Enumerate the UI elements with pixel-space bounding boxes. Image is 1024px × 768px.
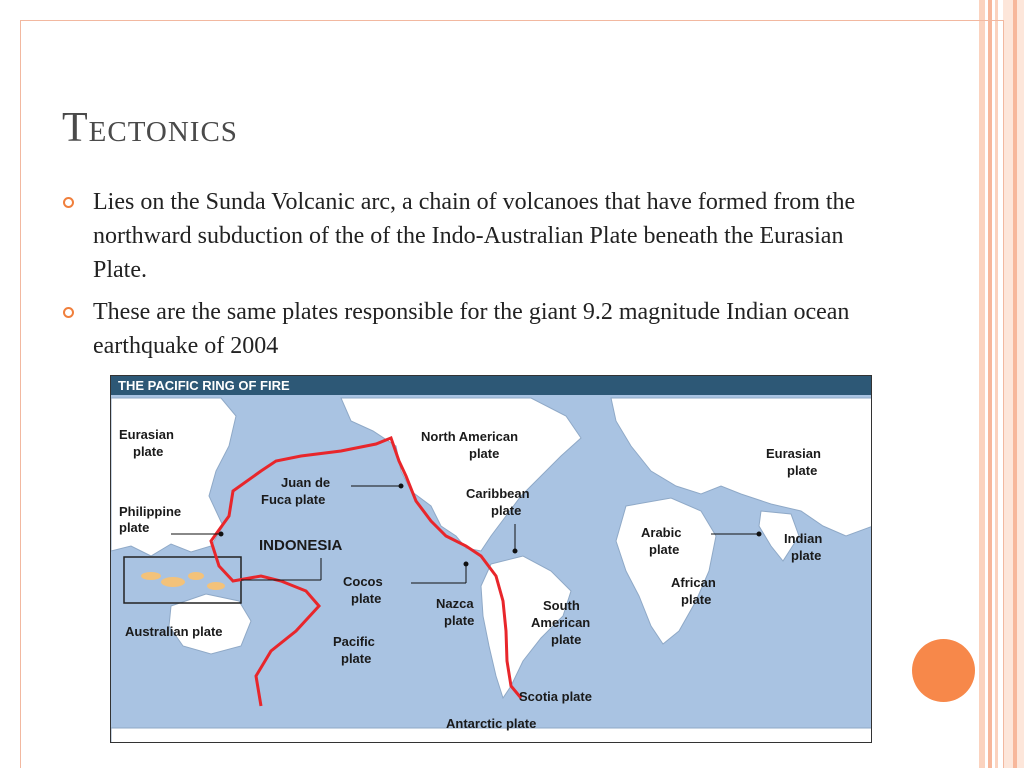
label-arabic: Arabic — [641, 525, 682, 540]
label-juan-de-fuca: Juan de — [281, 475, 331, 490]
label-indonesia: INDONESIA — [259, 537, 343, 554]
label-south-american: American — [531, 615, 591, 630]
label-south-american: South — [543, 598, 580, 613]
label-eurasian-right: Eurasian — [766, 446, 821, 461]
slide-title: Tectonics — [62, 105, 238, 151]
label-arabic: plate — [649, 542, 680, 557]
label-eurasian-left: plate — [133, 444, 164, 459]
label-philippine: Philippine — [119, 504, 182, 519]
label-north-american: plate — [469, 446, 500, 461]
decor-orange-circle — [912, 639, 975, 702]
label-caribbean: Caribbean — [466, 486, 530, 501]
label-juan-de-fuca: Fuca plate — [261, 492, 326, 507]
label-indian: Indian — [784, 531, 823, 546]
label-antarctic: Antarctic plate — [446, 716, 537, 731]
label-eurasian-left: Eurasian — [119, 427, 174, 442]
label-north-american: North American — [421, 429, 519, 444]
map-graphic — [111, 376, 872, 743]
label-nazca: Nazca — [436, 596, 474, 611]
label-philippine: plate — [119, 520, 150, 535]
label-pacific: plate — [341, 651, 372, 666]
bullet-item — [62, 295, 862, 363]
bullet-text: These are the same plates responsible for the giant 9.2 magnitude Indian ocean earthquake of 2004 — [93, 299, 850, 359]
label-african: African — [671, 575, 716, 590]
bullet-list — [62, 185, 862, 371]
bullet-icon — [63, 197, 74, 208]
label-african: plate — [681, 592, 712, 607]
bullet-item — [62, 185, 862, 287]
label-cocos: Cocos — [343, 574, 383, 589]
label-eurasian-right: plate — [787, 463, 818, 478]
decor-stripe — [1013, 0, 1017, 768]
label-cocos: plate — [351, 591, 382, 606]
label-indian: plate — [791, 548, 822, 563]
bullet-icon — [63, 307, 74, 318]
map-header: THE PACIFIC RING OF FIRE — [118, 378, 290, 393]
label-pacific: Pacific — [333, 634, 375, 649]
bullet-text: Lies on the Sunda Volcanic arc, a chain of volcanoes that have formed from the northward subduction of the of the Indo-Australian Plate beneath the Eurasian Plate. — [93, 189, 856, 283]
label-scotia: Scotia plate — [519, 689, 592, 704]
label-nazca: plate — [444, 613, 475, 628]
label-south-american: plate — [551, 632, 582, 647]
label-caribbean: plate — [491, 503, 522, 518]
label-australian: Australian plate — [125, 624, 223, 639]
ring-of-fire-map — [110, 375, 872, 743]
